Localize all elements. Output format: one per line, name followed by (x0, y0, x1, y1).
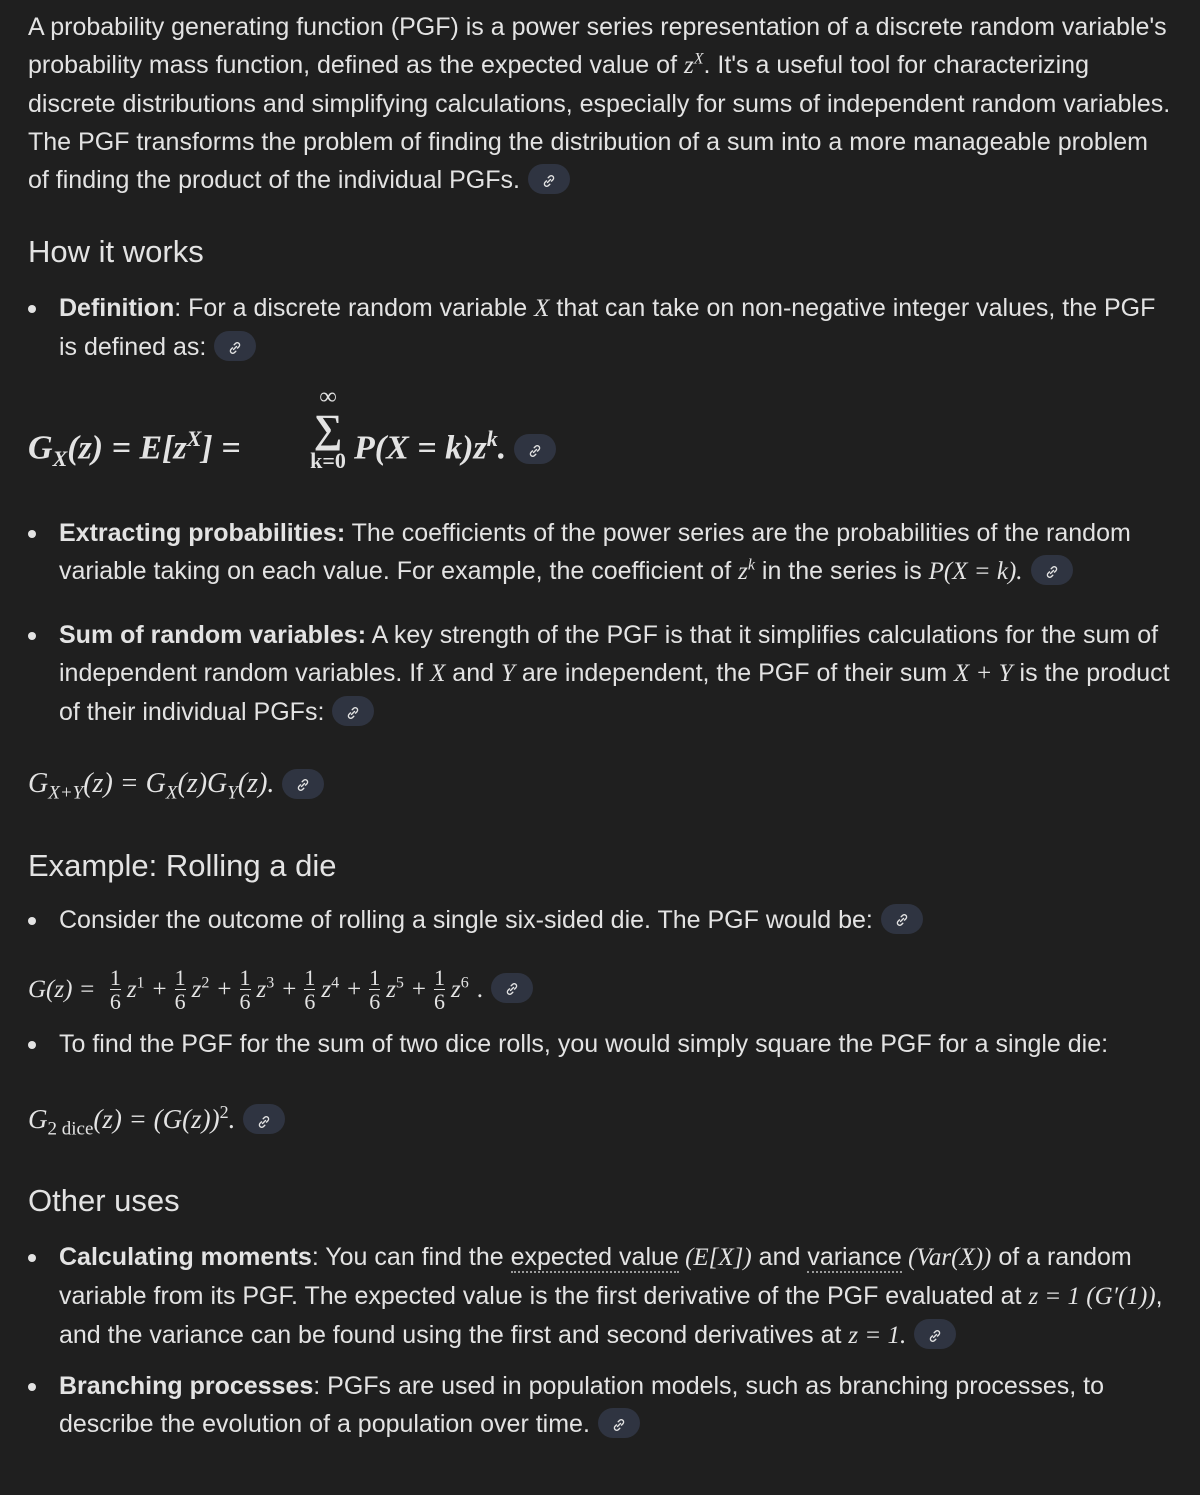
link-icon (928, 1329, 942, 1343)
die-pgf-formula: G(z) = $\frac{1}{6}$ $z^1$ + $\frac{1}{6}$ $z^2$ + $\frac{1}{6}$ $z^3$ + $\frac{1}{6}$ $z^4$ + $\frac{1}{6}$ $z^5$ + $\frac{1}{6}$ $z^6$ . (28, 967, 1172, 1023)
example-list-2 (28, 1025, 1172, 1063)
variance-link[interactable]: variance (807, 1242, 902, 1271)
fraction: $\frac{1}{6}$ (109, 964, 121, 1014)
section-heading-other-uses: Other uses (28, 1182, 180, 1218)
two-dice-formula: $G_{2 dice}(z) = (G(z))^2$. (28, 1093, 1172, 1148)
fraction: $\frac{1}{6}$ (239, 964, 251, 1014)
section-heading-example: Example: Rolling a die (28, 847, 337, 883)
list-item-branching: Branching processes: PGFs are used in population models, such as branching processes, to describe the evolution of a population over time. (28, 1367, 1172, 1443)
source-link-button[interactable] (514, 434, 556, 464)
source-link-button[interactable] (243, 1104, 285, 1134)
pgf-term: $\frac{1}{6}$ $z^5$ + (369, 964, 427, 1014)
intro-paragraph: A probability generating function (PGF) is a power series representation of a discrete random variable's probability mass function, defined as the expected value of $z^X$. It's a useful tool for characterizing discrete distributions and simplifying calculations, especially for sums of independent random variables. The PGF transforms the problem of finding the distribution of a sum into a more manageable problem of finding the product of the individual PGFs. (28, 13, 1171, 194)
pgf-term: $\frac{1}{6}$ $z^2$ + (174, 964, 232, 1014)
definition-formula: $G_X(z) = E[z^X]$ = ∞ ∑ k=0 $P(X = k)z^k$. (28, 384, 1172, 504)
source-link-button[interactable] (914, 1319, 956, 1349)
link-icon (257, 1115, 271, 1129)
source-link-button[interactable] (214, 331, 256, 361)
fraction: $\frac{1}{6}$ (434, 964, 446, 1014)
source-link-button[interactable] (332, 696, 374, 726)
other-uses-list (28, 1238, 1172, 1443)
pgf-term: $\frac{1}{6}$ $z^3$ + (239, 964, 297, 1014)
list-item-moments: Calculating moments: You can find the expected value (E[X]) and variance (Var(X)) of a random variable from its PGF. The expected value is the first derivative of the PGF evaluated at z = 1 (G′(1)), and the variance can be found using the first and second derivatives at z = 1. (28, 1238, 1172, 1355)
list-item-sum-of-random-variables: Sum of random variables: A key strength of the PGF is that it simplifies calculations for the sum of independent random variables. If X and Y are independent, the PGF of their sum X + Y is the product of their individual PGFs: (28, 616, 1172, 731)
fraction: $\frac{1}{6}$ (304, 964, 316, 1014)
link-icon (612, 1418, 626, 1432)
expected-value-link[interactable]: expected value (510, 1242, 679, 1271)
pgf-term: $\frac{1}{6}$ $z^6$ . (434, 964, 484, 1014)
list-item-extracting: Extracting probabilities: The coefficients of the power series are the probabilities of the random variable taking on each value. For example, the coefficient of $z^k$ in the series is P(X = k). (28, 514, 1172, 591)
source-link-button[interactable] (881, 904, 923, 934)
list-item-two-dice: To find the PGF for the sum of two dice rolls, you would simply square the PGF for a single die: (28, 1025, 1172, 1063)
intro-math: $z^X$ (683, 50, 704, 79)
fraction: $\frac{1}{6}$ (174, 964, 186, 1014)
link-icon (542, 174, 556, 188)
fraction: $\frac{1}{6}$ (369, 964, 381, 1014)
pgf-term: $\frac{1}{6}$ $z^4$ + (304, 964, 362, 1014)
link-icon (528, 444, 542, 458)
link-icon (895, 913, 909, 927)
link-icon (228, 341, 242, 355)
source-link-button[interactable] (491, 973, 533, 1003)
pgf-term: $\frac{1}{6}$ $z^1$ + (109, 964, 167, 1014)
section-heading-how-it-works: How it works (28, 234, 204, 269)
source-link-button[interactable] (282, 769, 324, 799)
link-icon (296, 778, 310, 792)
sum-formula: $G_{X+Y}(z) = G_X(z)G_Y(z)$. (28, 765, 1172, 813)
list-item-definition: Definition: For a discrete random variable X that can take on non-negative integer values, the PGF is defined as: (28, 289, 1172, 366)
source-link-button[interactable] (1031, 555, 1073, 585)
how-it-works-list-2 (28, 514, 1172, 731)
link-icon (346, 706, 360, 720)
example-list (28, 901, 1172, 939)
list-item-die-pgf: Consider the outcome of rolling a single six-sided die. The PGF would be: (28, 901, 1172, 939)
source-link-button[interactable] (528, 164, 570, 194)
how-it-works-list (28, 289, 1172, 366)
link-icon (505, 982, 519, 996)
source-link-button[interactable] (598, 1408, 640, 1438)
link-icon (1045, 565, 1059, 579)
